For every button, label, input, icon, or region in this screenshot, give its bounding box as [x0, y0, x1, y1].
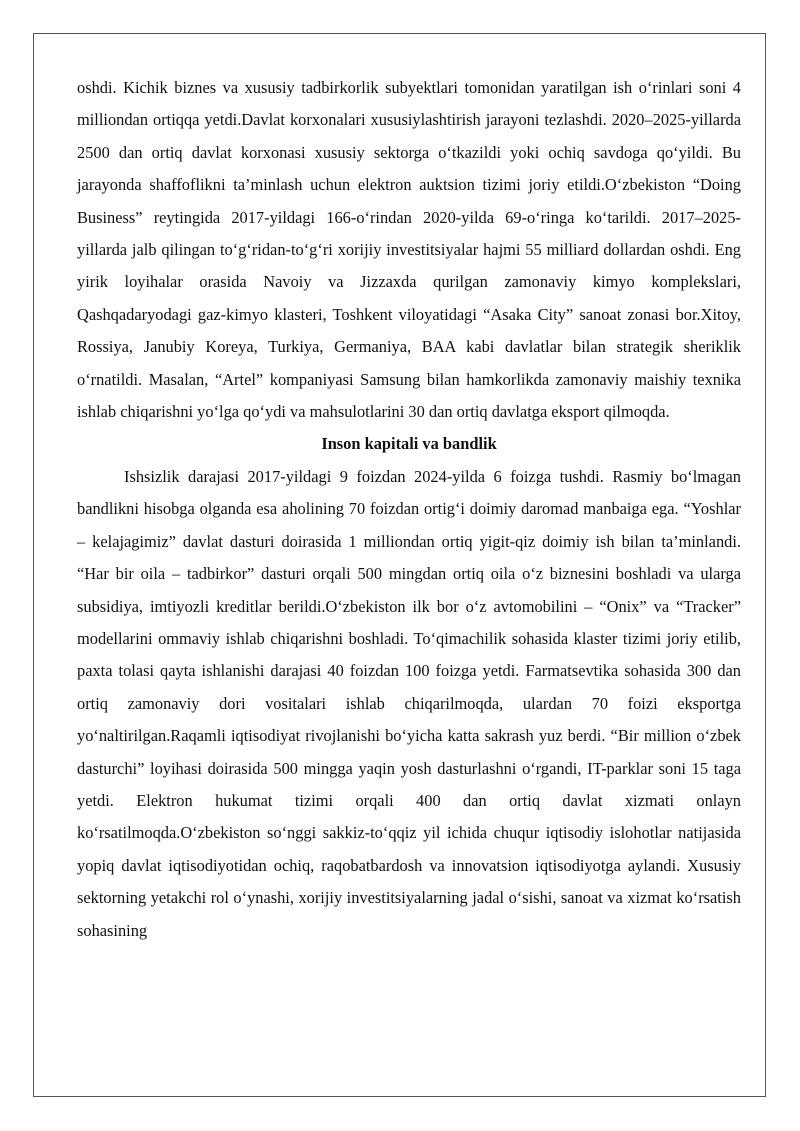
- paragraph-2: Ishsizlik darajasi 2017-yildagi 9 foizdan 2024-yilda 6 foizga tushdi. Rasmiy bo‘lmagan bandlikni hisobga olganda esa aholining 70 foizdan ortig‘i doimiy daromad manbaiga ega. “Yoshlar – kelajagimiz” davlat dasturi doirasida 1 milliondan ortiq yigit-qiz doimiy ish bilan ta’minlandi. “Har bir oila – tadbirkor” dasturi orqali 500 mingdan ortiq oila o‘z biznesini boshladi va ularga subsidiya, imtiyozli kreditlar berildi.O‘zbekiston ilk bor o‘z avtomobilini – “Onix” va “Tracker” modellarini ommaviy ishlab chiqarishni boshladi. To‘qimachilik sohasida klaster tizimi joriy etilib, paxta tolasi qayta ishlanishi darajasi 40 foizdan 100 foizga yetdi. Farmatsevtika sohasida 300 dan ortiq zamonaviy dori vositalari ishlab chiqarilmoqda, ulardan 70 foizi eksportga yo‘naltirilgan.Raqamli iqtisodiyat rivojlanishi bo‘yicha katta sakrash yuz berdi. “Bir million o‘zbek dasturchi” loyihasi doirasida 500 mingga yaqin yosh dasturlashni o‘rgandi, IT-parklar soni 15 taga yetdi. Elektron hukumat tizimi orqali 400 dan ortiq davlat xizmati onlayn ko‘rsatilmoqda.O‘zbekiston so‘nggi sakkiz-to‘qqiz yil ichida chuqur iqtisodiy islohotlar natijasida yopiq davlat iqtisodiyotidan ochiq, raqobatbardosh va innovatsion iqtisodiyotga aylandi. Xususiy sektorning yetakchi rol o‘ynashi, xorijiy investitsiyalarning jadal o‘sishi, sanoat va xizmat ko‘rsatish sohasining: [77, 466, 741, 940]
- section-heading: Inson kapitali va bandlik: [321, 434, 497, 454]
- document-body: [77, 72, 741, 947]
- paragraph-1: oshdi. Kichik biznes va xususiy tadbirkorlik subyektlari tomonidan yaratilgan ish o‘rinlari soni 4 milliondan ortiqqa yetdi.Davlat korxonalari xususiylashtirish jarayoni tezlashdi. 2020–2025-yillarda 2500 dan ortiq davlat korxonasi xususiy sektorga o‘tkazildi yoki ochiq savdoga qo‘yildi. Bu jarayonda shaffoflikni ta’minlash uchun elektron auktsion tizimi joriy etildi.O‘zbekiston “Doing Business” reytingida 2017-yildagi 166-o‘rindan 2020-yilda 69-o‘ringa ko‘tarildi. 2017–2025-yillarda jalb qilingan to‘g‘ridan-to‘g‘ri xorijiy investitsiyalar hajmi 55 milliard dollardan oshdi. Eng yirik loyihalar orasida Navoiy va Jizzaxda qurilgan zamonaviy kimyo komplekslari, Qashqadaryodagi gaz-kimyo klasteri, Toshkent viloyatidagi “Asaka City” sanoat zonasi bor.Xitoy, Rossiya, Janubiy Koreya, Turkiya, Germaniya, BAA kabi davlatlar bilan strategik sheriklik o‘rnatildi. Masalan, “Artel” kompaniyasi Samsung bilan hamkorlikda zamonaviy maishiy texnika ishlab chiqarishni yo‘lga qo‘ydi va mahsulotlarini 30 dan ortiq davlatga eksport qilmoqda.: [77, 78, 741, 422]
